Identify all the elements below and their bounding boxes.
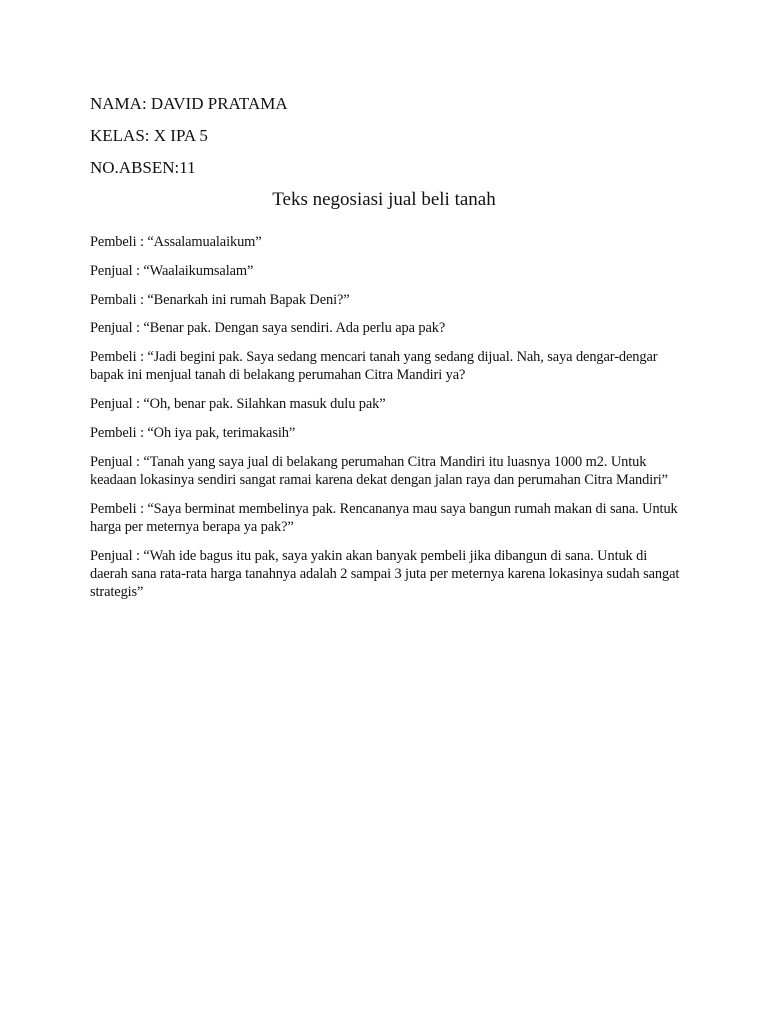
speaker-label: Penjual <box>90 320 133 337</box>
dialogue-text: “Waalaikumsalam” <box>143 262 254 279</box>
speaker-label: Pembeli <box>90 234 137 250</box>
dialogue-line <box>90 547 680 602</box>
speaker-label: Pembeli <box>90 424 137 441</box>
dialogue-body <box>90 233 680 612</box>
dialogue-text: “Jadi begini pak. Saya sedang mencari tanah yang sedang dijual. Nah, saya dengar-dengar bapak ini menjual tanah di belakang perumahan Citra Mandiri ya? <box>90 349 658 384</box>
speaker-label: Pembeli <box>90 349 137 366</box>
dialogue-line <box>90 262 680 280</box>
dialogue-text: “Tanah yang saya jual di belakang perumahan Citra Mandiri itu luasnya 1000 m2. Untuk keadaan lokasinya sendiri sangat ramai karena dekat dengan jalan raya dan perumahan Citra Mandiri” <box>90 453 668 488</box>
dialogue-text: “Assalamualaikum” <box>147 234 262 250</box>
speaker-separator: : <box>136 234 148 250</box>
dialogue-text: “Wah ide bagus itu pak, saya yakin akan banyak pembeli jika dibangun di sana. Untuk di daerah sana rata-rata harga tanahnya adalah 2 sampai 3 juta per meternya karena lokasinya sudah sangat strategis” <box>90 547 680 601</box>
dialogue-text: “Oh, benar pak. Silahkan masuk dulu pak” <box>143 396 386 413</box>
speaker-label: Penjual <box>90 396 133 413</box>
speaker-separator: : <box>132 547 144 564</box>
speaker-separator: : <box>132 453 144 470</box>
dialogue-line <box>90 395 680 413</box>
speaker-separator: : <box>136 500 148 517</box>
speaker-label: Pembeli <box>90 500 137 517</box>
dialogue-line <box>90 424 680 442</box>
speaker-label: Penjual <box>90 547 133 564</box>
student-absen-number: NO.ABSEN:11 <box>90 158 196 177</box>
speaker-separator: : <box>132 396 144 413</box>
speaker-separator: : <box>136 424 148 441</box>
speaker-separator: : <box>132 320 144 337</box>
speaker-label: Pembali <box>90 291 137 308</box>
dialogue-text: “Benar pak. Dengan saya sendiri. Ada perlu apa pak? <box>143 320 446 337</box>
dialogue-line <box>90 348 680 384</box>
dialogue-line <box>90 453 680 489</box>
speaker-label: Penjual <box>90 262 133 279</box>
dialogue-line <box>90 500 680 536</box>
dialogue-text: “Oh iya pak, terimakasih” <box>147 424 296 441</box>
student-class: KELAS: X IPA 5 <box>90 126 208 145</box>
speaker-separator: : <box>136 291 148 308</box>
speaker-separator: : <box>132 262 144 279</box>
speaker-separator: : <box>136 349 148 366</box>
dialogue-text: “Saya berminat membelinya pak. Rencananya mau saya bangun rumah makan di sana. Untuk harga per meternya berapa ya pak?” <box>90 500 678 535</box>
dialogue-line <box>90 233 680 251</box>
dialogue-line <box>90 319 680 337</box>
speaker-label: Penjual <box>90 453 133 470</box>
student-name: NAMA: DAVID PRATAMA <box>90 94 288 113</box>
document-title: Teks negosiasi jual beli tanah <box>272 189 496 210</box>
dialogue-text: “Benarkah ini rumah Bapak Deni?” <box>147 291 350 308</box>
dialogue-line <box>90 291 680 309</box>
